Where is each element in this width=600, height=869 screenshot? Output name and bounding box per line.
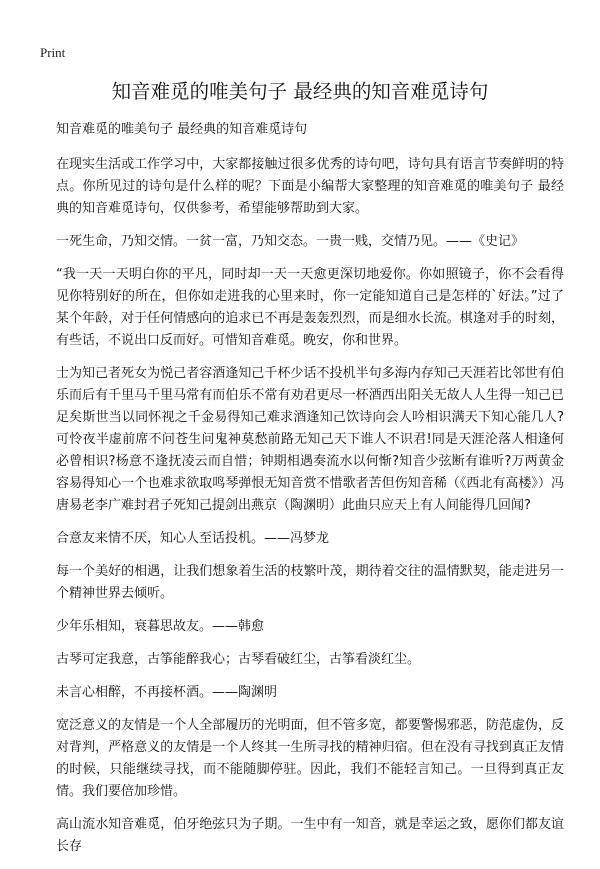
print-label: Print xyxy=(40,45,66,60)
article-paragraph: 少年乐相知，衰暮思故友。——韩愈 xyxy=(56,619,265,634)
article-paragraph: 一死生命，乃知交情。一贫一富，乃知交态。一贵一贱，交情乃见。——《史记》 xyxy=(56,234,525,249)
article-subtitle: 知音难觅的唯美句子 最经典的知音难觅诗句 xyxy=(56,122,308,137)
article-paragraph: “我一天一天明白你的平凡，同时却一天一天愈更深切地爱你。你如照镜子，你不会看得见你特别好的所在，但你如走进我的心里来时，你一定能知道自己是怎样的`好法。”过了某个年龄，对于任何情感向的追求已不再是轰轰烈烈，而是细水长流。棋逢对手的时刻，有些话，不说出口反而好。可惜知音难觅。晚安，你和世界。 xyxy=(56,267,564,348)
article-paragraph: 古琴可定我意，古筝能醉我心；古琴看破红尘，古筝看淡红尘。 xyxy=(56,652,421,667)
article-paragraph: 士为知己者死女为悦己者容酒逢知己千杯少话不投机半句多海内存知己天涯若比邻世有伯乐而后有千里马千里马常有而伯乐不常有劝君更尽一杯酒西出阳关无故人人生得一知己已足矣斯世当以同怀视之千金易得知己难求酒逢知己饮诗向会人吟相识满天下知心能几人?可怜夜半虚前席不问苍生问鬼神莫愁前路无知己天下谁人不识君!同是天涯沦落人相逢何必曾相识?杨意不逢抚凌云而自惜；钟期相遇奏流水以何惭?知音少弦断有谁听?万两黄金容易得知心一个也难求欲取鸣琴弹恨无知音赏不惜歌者苦但伤知音稀（《西北有高楼》）冯唐易老李广难封君子死知己提剑出燕京（陶渊明）此曲只应天上有人间能得几回闻? xyxy=(56,366,564,513)
article-paragraph: 高山流水知音难觅，伯牙绝弦只为子期。一生中有一知音，就是幸运之致，愿你们都友谊长存 xyxy=(56,817,564,854)
article-paragraph: 未言心相醉，不再接杯酒。——陶渊明 xyxy=(56,685,278,700)
article-body xyxy=(56,119,564,869)
article-paragraph: 在现实生活或工作学习中，大家都接触过很多优秀的诗句吧，诗句具有语言节奏鲜明的特点。你所见过的诗句是什么样的呢？下面是小编帮大家整理的知音难觅的唯美句子 最经典的知音难觅诗句，仅供参考，希望能够帮助到大家。 xyxy=(56,157,564,216)
article-paragraph: 每一个美好的相遇，让我们想象着生活的枝繁叶茂，期待着交往的温情默契，能走进另一个精神世界去倾听。 xyxy=(56,564,564,601)
article-paragraph: 宽泛意义的友情是一个人全部履历的光明面，但不管多宽，都要警惕邪恶，防范虚伪，反对背判，严格意义的友情是一个人终其一生所寻找的精神归宿。但在没有寻找到真正友情的时候，只能继续寻找，而不能随脚停驻。因此，我们不能轻言知己。一旦得到真正友情。我们要倍加珍惜。 xyxy=(56,718,564,799)
page-title: 知音难觅的唯美句子 最经典的知音难觅诗句 xyxy=(111,80,489,103)
article-paragraph: 合意友来情不厌，知心人至话投机。——冯梦龙 xyxy=(56,531,330,546)
